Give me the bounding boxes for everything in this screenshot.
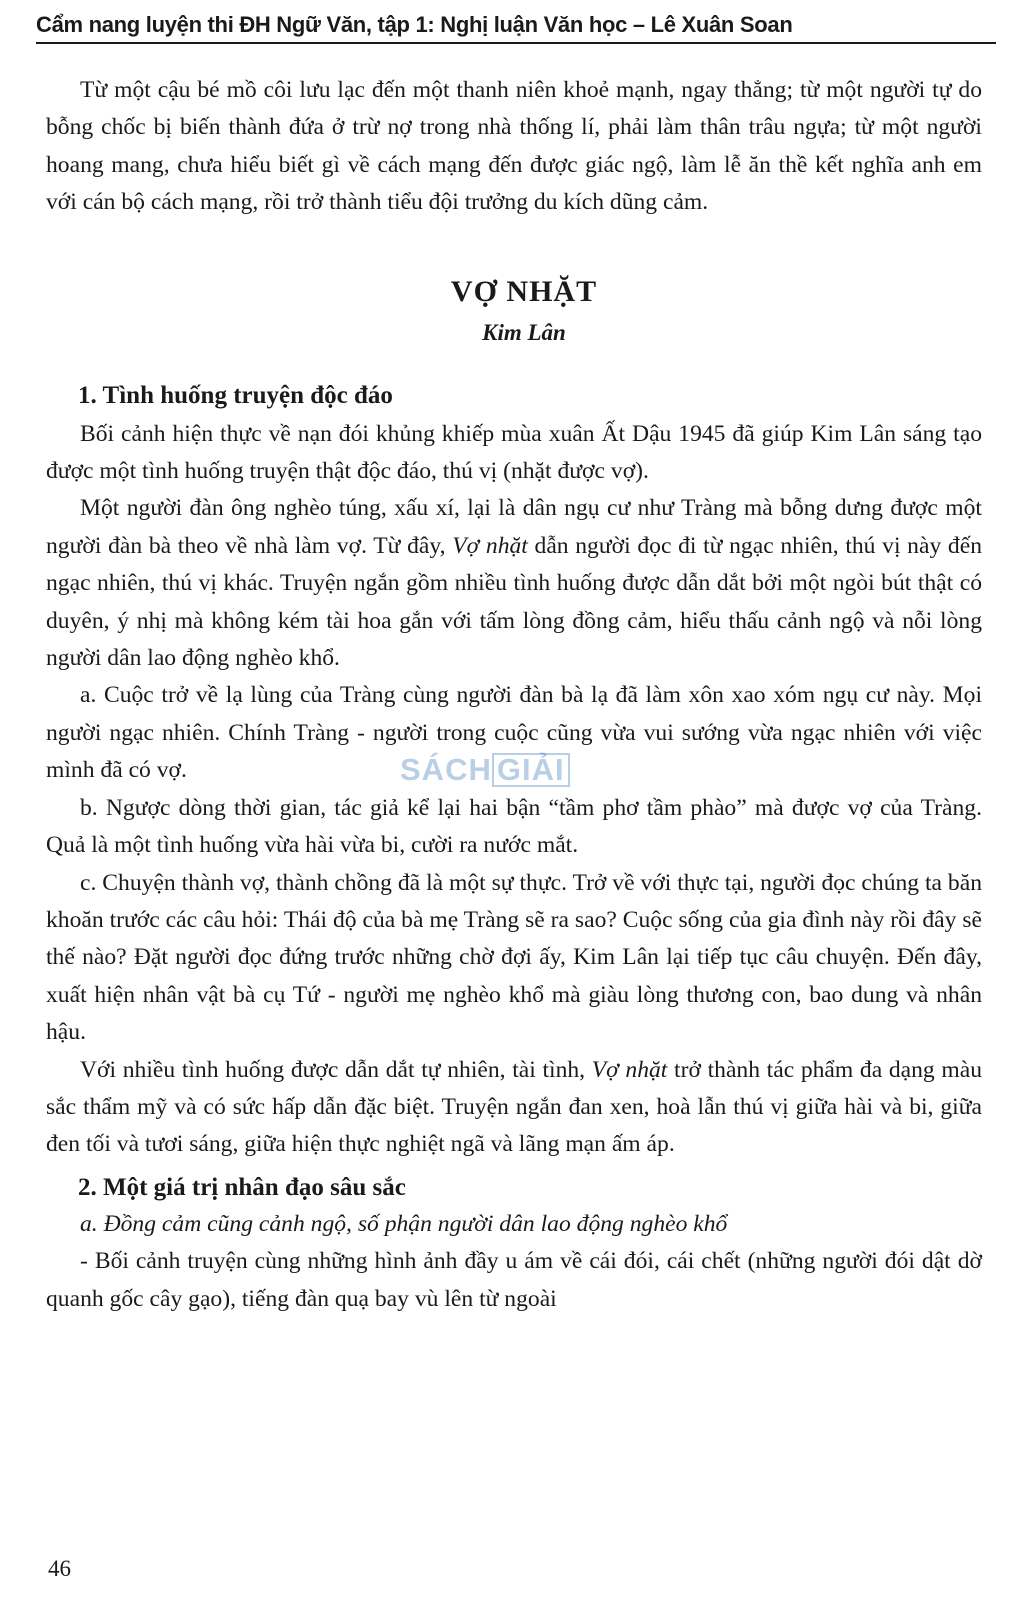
section-1-point-c: c. Chuyện thành vợ, thành chồng đã là một sự thực. Trở về với thực tại, người đọc chúng ta băn khoăn trước các câu hỏi: Thái độ của bà mẹ Tràng sẽ ra sao? Cuộc sống của gia đình này rồi đây sẽ thế nào? Đặt người đọc đứng trước những chờ đợi ấy, Kim Lân lại tiếp tục câu chuyện. Đến đây, xuất hiện nhân vật bà cụ Tứ - người mẹ nghèo khổ mà giàu lòng thương con, bao dung và nhân hậu. (46, 869, 982, 1046)
story-title-block (46, 272, 982, 354)
section-2-paragraph-1: - Bối cảnh truyện cùng những hình ảnh đầy u ám về cái đói, cái chết (những người đói dật dờ quanh gốc cây gạo), tiếng đàn quạ bay vù lên từ ngoài (46, 1248, 982, 1312)
story-title: VỢ NHẶT (450, 274, 598, 308)
watermark-part-2: GIẢI (492, 753, 570, 787)
text-run: trở thành tác phẩm đa dạng màu sắc thẩm mỹ và có sức hấp dẫn đặc biệt. Truyện ngắn đan xen, hoà lẫn thú vị giữa hài và bi, giữa đen tối và tươi sáng, giữa hiện thực nghiệt ngã và lãng mạn ấm áp. (46, 1056, 982, 1158)
running-header: Cẩm nang luyện thi ĐH Ngữ Văn, tập 1: Nghị luận Văn học – Lê Xuân Soan (36, 12, 996, 44)
section-2-heading: 2. Một giá trị nhân đạo sâu sắc (78, 1173, 406, 1201)
section-1-point-b: b. Ngược dòng thời gian, tác giả kể lại hai bận “tầm phơ tầm phào” mà được vợ của Tràng. Quả là một tình huống vừa hài vừa bi, cười ra nước mắt. (46, 794, 982, 859)
work-title-italic: Vợ nhặt (452, 532, 528, 559)
page-number: 46 (48, 1556, 71, 1581)
section-1-paragraph-1: Bối cảnh hiện thực về nạn đói khủng khiếp mùa xuân Ất Dậu 1945 đã giúp Kim Lân sáng tạo được một tình huống truyện thật độc đáo, thú vị (nhặt được vợ). (46, 420, 982, 485)
page-body (46, 72, 982, 1318)
intro-paragraph: Từ một cậu bé mồ côi lưu lạc đến một thanh niên khoẻ mạnh, ngay thẳng; từ một người tự do bỗng chốc bị biến thành đứa ở trừ nợ trong nhà thống lí, phải làm thân trâu ngựa; từ một người hoang mang, chưa hiểu biết gì về cách mạng đến được giác ngộ, làm lễ ăn thề kết nghĩa anh em với cán bộ cách mạng, rồi trở thành tiểu đội trưởng du kích dũng cảm. (46, 77, 982, 216)
text-run: Với nhiều tình huống được dẫn dắt tự nhiên, tài tình, (80, 1056, 592, 1083)
watermark-part-1: SÁCH (400, 752, 492, 787)
section-1-point-a: a. Cuộc trở về lạ lùng của Tràng cùng người đàn bà lạ đã làm xôn xao xóm ngụ cư này. Mọi người ngạc nhiên. Chính Tràng - người trong cuộc cũng vừa vui sướng vừa ngạc nhiên với việc mình đã có vợ. (46, 682, 982, 784)
work-title-italic: Vợ nhặt (591, 1056, 668, 1083)
section-2-subheading: a. Đồng cảm cũng cảnh ngộ, số phận người dân lao động nghèo khổ (80, 1210, 728, 1237)
section-1-paragraph-2 (46, 490, 982, 677)
text-run: Một người đàn ông nghèo túng, xấu xí, lại là dân ngụ cư như Tràng mà bỗng dưng được một người đàn bà theo về nhà làm vợ. Từ đây, (46, 495, 982, 559)
section-1-paragraph-3 (46, 1052, 982, 1164)
text-run: dẫn người đọc đi từ ngạc nhiên, thú vị này đến ngạc nhiên, thú vị khác. Truyện ngắn gồm nhiều tình huống được dẫn dắt bởi một ngòi bút thật có duyên, ý nhị mà không kém tài hoa gắn với tấm lòng đồng cảm, hiểu thấu cảnh ngộ và nỗi lòng người dân lao động nghèo khổ. (46, 532, 982, 672)
story-author: Kim Lân (482, 319, 566, 345)
section-1-heading: 1. Tình huống truyện độc đáo (78, 381, 393, 409)
